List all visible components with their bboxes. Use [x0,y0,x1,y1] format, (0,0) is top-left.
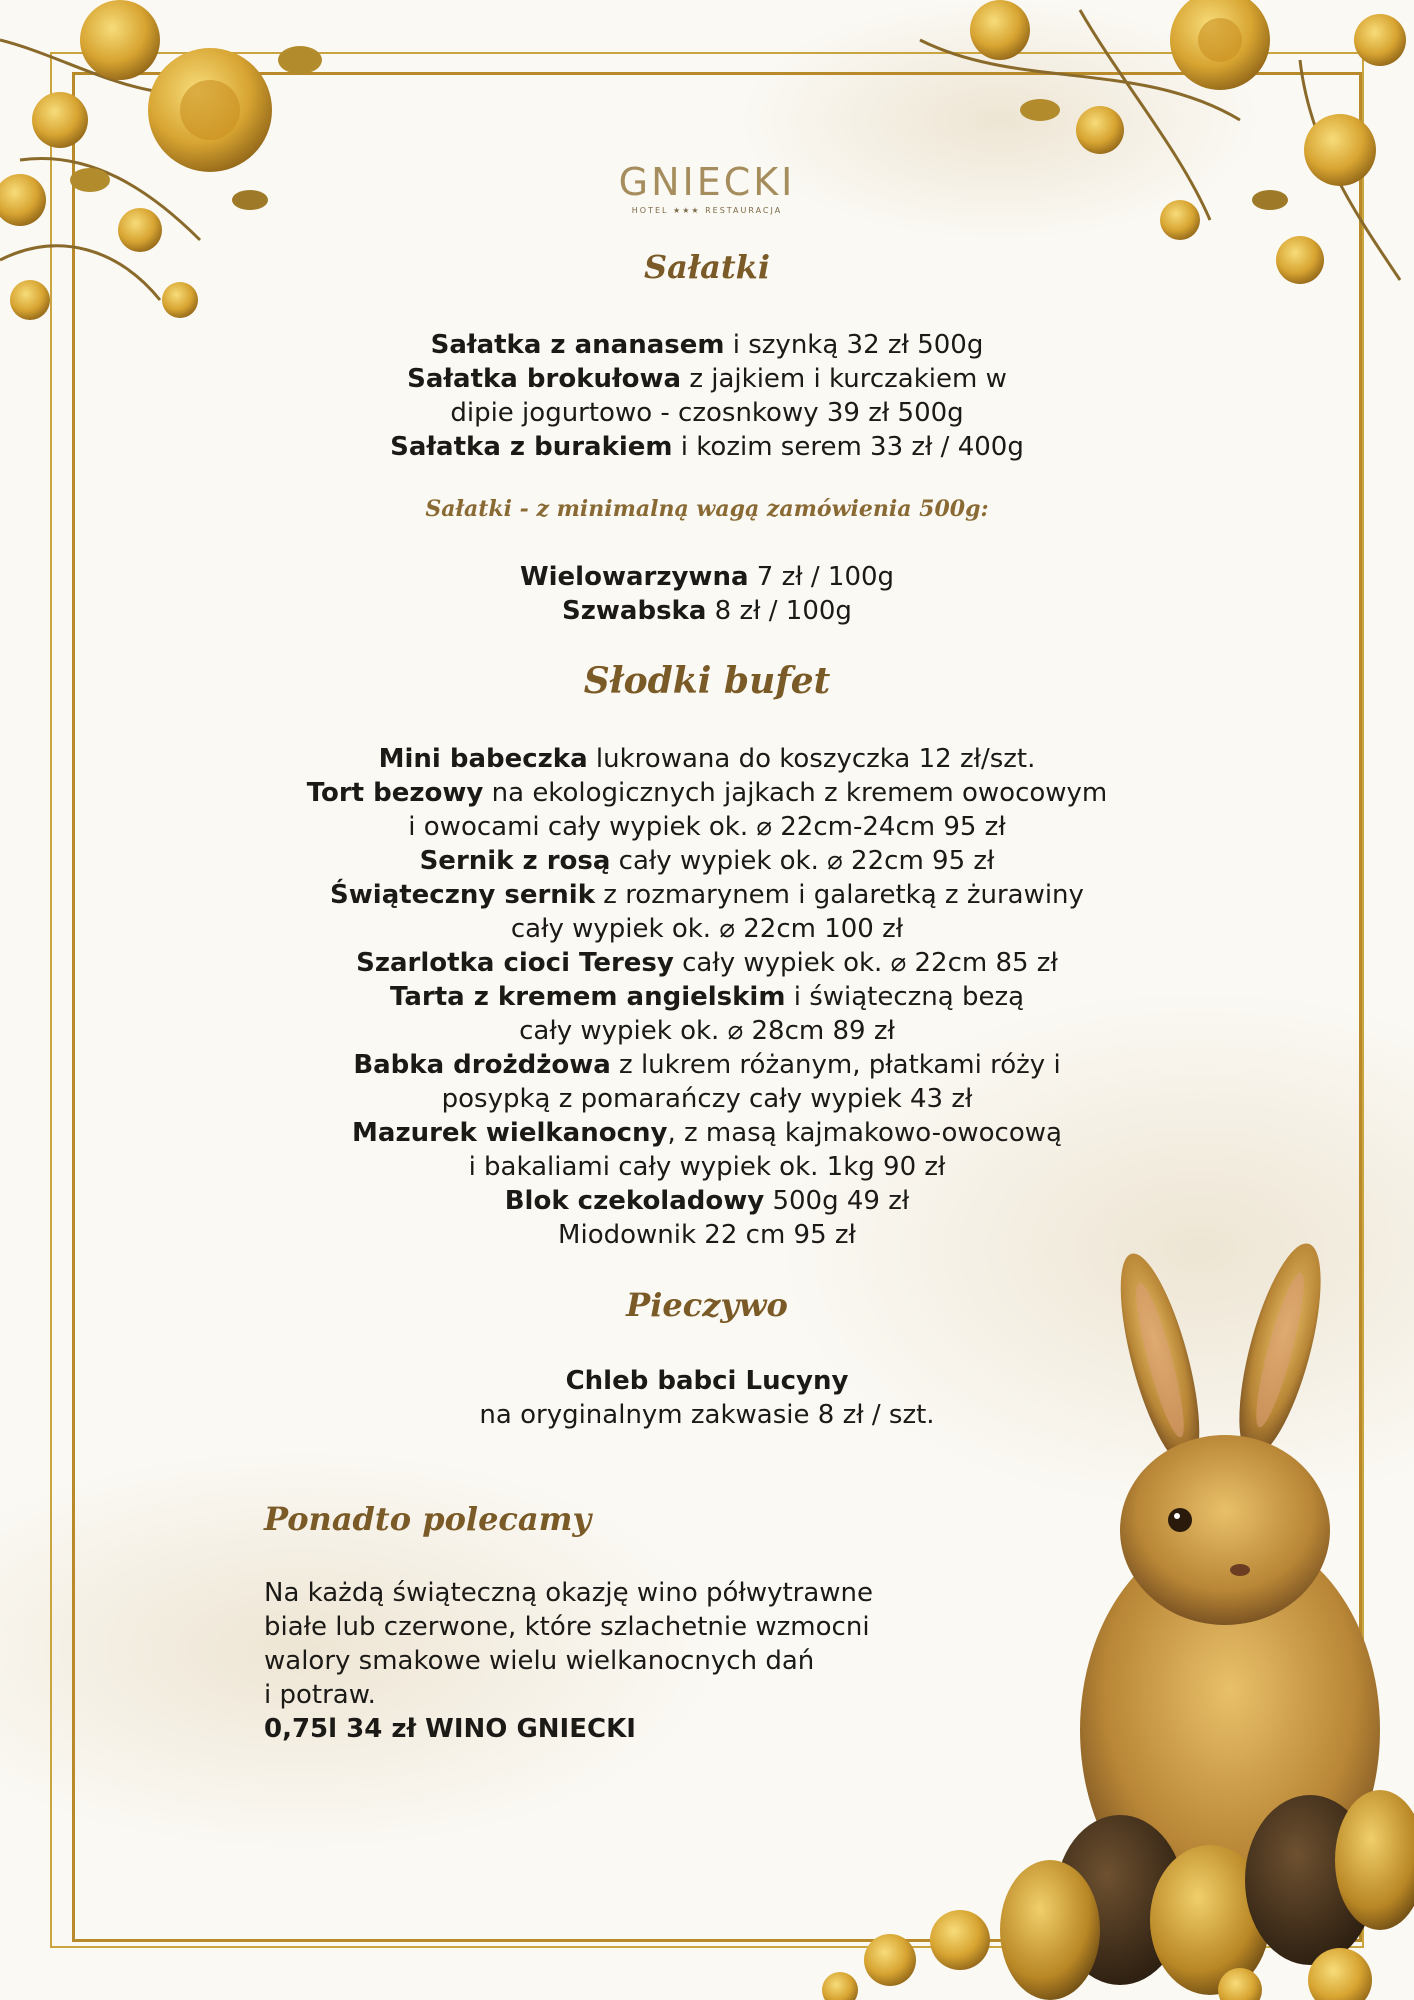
menu-item-line: Szwabska 8 zł / 100g [562,596,852,626]
menu-item-line: Blok czekoladowy 500g 49 zł [504,1186,910,1216]
menu-item-line: dipie jogurtowo - czosnkowy 39 zł 500g [450,398,964,428]
salads-list [0,328,1414,464]
menu-item-line: Tort bezowy na ekologicznych jajkach z kremem owocowym [306,778,1108,808]
recommend-line: walory smakowe wielu wielkanocnych dań [264,1646,815,1676]
menu-item-line: Babka drożdżowa z lukrem różanym, płatkami róży i [353,1050,1061,1080]
menu-item-line: Mazurek wielkanocny, z masą kajmakowo-owocową [352,1118,1062,1148]
hotel-logo [0,160,1414,215]
logo-name: GNIECKI [618,160,796,204]
menu-item-line: Mini babeczka lukrowana do koszyczka 12 zł/szt. [378,744,1036,774]
recommend-line: białe lub czerwone, które szlachetnie wzmocni [264,1612,870,1642]
menu-item-line: Chleb babci Lucyny [565,1366,849,1396]
recommend-line: Na każdą świąteczną okazję wino półwytrawne [264,1578,874,1608]
bread-list [0,1364,1414,1432]
section-heading-recommend: Ponadto polecamy [264,1500,592,1538]
menu-item-line: cały wypiek ok. ⌀ 22cm 100 zł [510,914,904,944]
menu-item-line: Miodownik 22 cm 95 zł [558,1220,856,1250]
menu-item-line: posypką z pomarańczy cały wypiek 43 zł [441,1084,973,1114]
sweet-buffet-list [0,742,1414,1252]
menu-item-line: i owocami cały wypiek ok. ⌀ 22cm-24cm 95 zł [408,812,1006,842]
salads-by-weight-list [0,560,1414,628]
section-heading-sweet-buffet: Słodki bufet [583,660,831,702]
menu-item-line: Sałatka z ananasem i szynką 32 zł 500g [430,330,984,360]
recommend-text [264,1576,984,1746]
logo-subtitle: HOTEL ★★★ RESTAURACJA [631,206,783,215]
menu-item-line: Świąteczny sernik z rozmarynem i galaretką z żurawiny [330,880,1084,910]
salads-weight-note: Sałatki - z minimalną wagą zamówienia 500g: [425,496,989,522]
section-heading-bread: Pieczywo [626,1286,788,1324]
menu-item-line: Sałatka brokułowa z jajkiem i kurczakiem w [407,364,1007,394]
menu-item-line: Szarlotka cioci Teresy cały wypiek ok. ⌀ 22cm 85 zł [356,948,1058,978]
menu-item-line: cały wypiek ok. ⌀ 28cm 89 zł [519,1016,895,1046]
menu-item-line: Wielowarzywna 7 zł / 100g [519,562,895,592]
section-heading-salads: Sałatki [644,248,770,286]
wine-offer: 0,75l 34 zł WINO GNIECKI [264,1714,636,1744]
menu-item-line: na oryginalnym zakwasie 8 zł / szt. [479,1400,935,1430]
menu-item-line: Tarta z kremem angielskim i świąteczną bezą [389,982,1025,1012]
menu-item-line: Sernik z rosą cały wypiek ok. ⌀ 22cm 95 zł [419,846,995,876]
recommend-line: i potraw. [264,1680,376,1710]
menu-item-line: i bakaliami cały wypiek ok. 1kg 90 zł [468,1152,946,1182]
menu-item-line: Sałatka z burakiem i kozim serem 33 zł / 400g [390,432,1024,462]
